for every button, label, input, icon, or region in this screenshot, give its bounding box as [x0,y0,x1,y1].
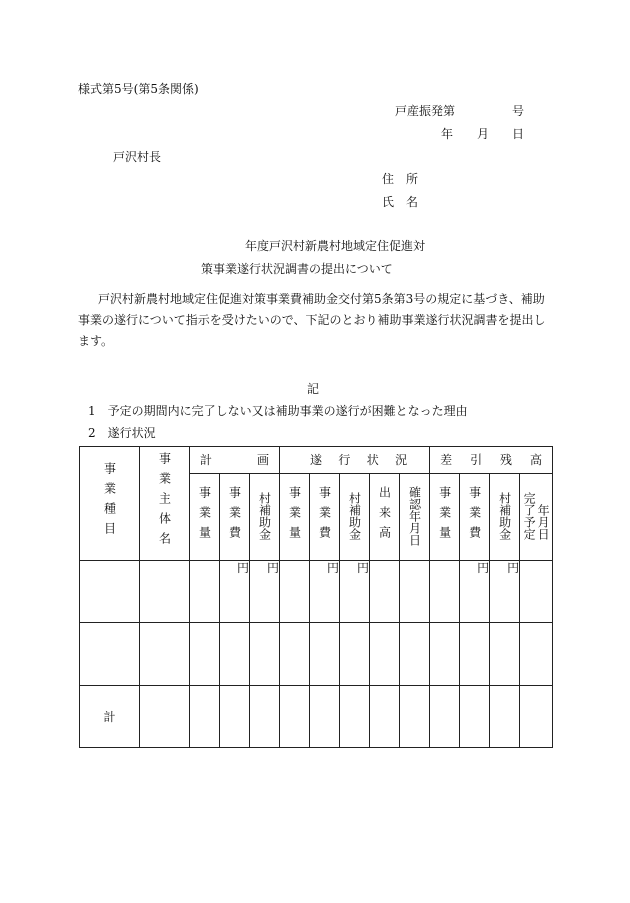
table-cell [520,561,553,623]
table-cell [520,623,553,686]
table-cell [340,686,370,748]
date-day: 日 [512,127,525,141]
table-cell [400,561,430,623]
addressee: 戸沢村長 [113,150,162,164]
table-cell [370,561,400,623]
header-balance: 差 引 残 高 [430,447,553,474]
header-jigyo-shumoku: 事業種目 [80,447,140,561]
name-label: 氏 名 [382,195,419,209]
table-cell [220,686,250,748]
header-progress: 遂 行 状 況 [280,447,430,474]
table-cell [280,623,310,686]
progress-cost: 事業費 [310,474,340,561]
progress-subsidy: 村補助金 [340,474,370,561]
table-cell [460,623,490,686]
table-cell [190,686,220,748]
table-cell [140,623,190,686]
table-cell [310,686,340,748]
date-year: 年 [441,127,454,141]
yen-unit: 円 [490,561,520,623]
yen-unit: 円 [220,561,250,623]
form-number: 様式第5号(第5条関係) [78,82,199,96]
header-jigyo-shutai: 事業主体名 [140,447,190,561]
item-2: 2 遂行状況 [88,426,156,440]
document-number-suffix: 号 [512,104,525,118]
table-cell [190,561,220,623]
title-line-1: 年度戸沢村新農村地域定住促進対 [245,239,426,253]
plan-subsidy: 村補助金 [250,474,280,561]
total-label: 計 [80,686,140,748]
table-cell [430,623,460,686]
table-cell [370,686,400,748]
plan-quantity: 事業量 [190,474,220,561]
yen-unit: 円 [250,561,280,623]
table-cell [250,686,280,748]
table-cell [520,686,553,748]
table-cell [280,561,310,623]
table-cell [250,623,280,686]
table-cell [220,623,250,686]
yen-unit: 円 [340,561,370,623]
yen-unit: 円 [460,561,490,623]
table-cell [370,623,400,686]
table-cell [490,623,520,686]
balance-quantity: 事業量 [430,474,460,561]
table-cell [80,623,140,686]
balance-subsidy: 村補助金 [490,474,520,561]
address-label: 住 所 [382,172,419,186]
progress-confirm-date: 確認年月日 [400,474,430,561]
table-cell [430,561,460,623]
date-month: 月 [477,127,490,141]
table-cell [80,561,140,623]
table-cell [490,686,520,748]
table-cell [310,623,340,686]
table-cell [140,686,190,748]
table-cell [140,561,190,623]
progress-output: 出来高 [370,474,400,561]
progress-table [79,446,553,748]
ki-heading: 記 [307,382,320,396]
balance-cost: 事業費 [460,474,490,561]
table-cell [400,623,430,686]
document-number-prefix: 戸産振発第 [395,104,456,118]
table-cell [460,686,490,748]
table-cell [280,686,310,748]
title-line-2: 策事業遂行状況調書の提出について [201,262,393,276]
body-paragraph: 戸沢村新農村地域定住促進対策事業費補助金交付第5条第3号の規定に基づき、補助事業の遂行について指示を受けたいので、下記のとおり補助事業遂行状況調書を提出します。 [78,292,546,348]
progress-quantity: 事業量 [280,474,310,561]
table-cell [430,686,460,748]
yen-unit: 円 [310,561,340,623]
header-plan: 計 画 [190,447,280,474]
item-1: 1 予定の期間内に完了しない又は補助事業の遂行が困難となった理由 [88,404,468,418]
table-cell [400,686,430,748]
table-cell [190,623,220,686]
plan-cost: 事業費 [220,474,250,561]
table-cell [340,623,370,686]
balance-complete-date: 完了予定年月日 [520,474,553,561]
